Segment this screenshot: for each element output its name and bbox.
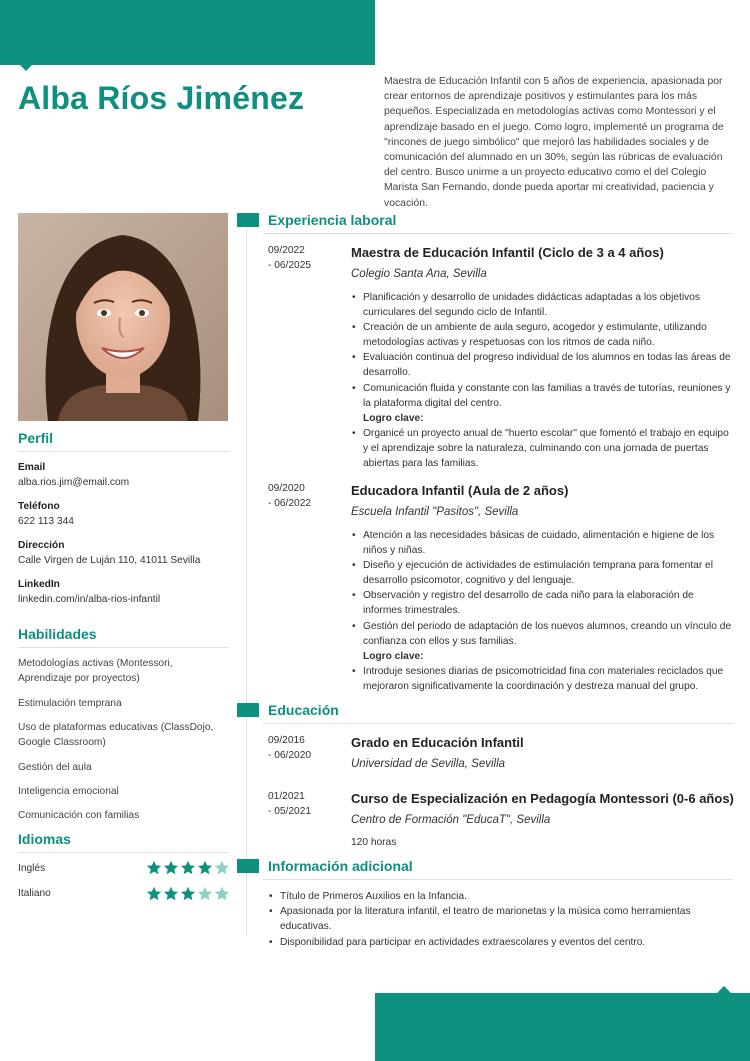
job-bullet: • Comunicación fluida y constante con las familias a través de tutorías, reuniones y la plataforma digital del centro. (351, 381, 733, 411)
language-rating (146, 860, 230, 876)
phone-label: Teléfono (18, 501, 60, 512)
education-institution: Universidad de Sevilla, Sevilla (351, 758, 506, 770)
key-achievement-label: Logro clave: (363, 412, 424, 424)
skills-rule (18, 647, 228, 648)
star-filled-icon (197, 860, 213, 876)
job-date-end: - 06/2025 (268, 260, 312, 271)
language-rating (146, 886, 230, 902)
header-accent-bar (0, 0, 375, 65)
star-filled-icon (180, 886, 196, 902)
additional-info-heading: Información adicional (268, 858, 413, 874)
job-date-start: 09/2020 (268, 483, 305, 494)
address-value: Calle Virgen de Luján 110, 41011 Sevilla (18, 555, 201, 566)
education-heading: Educación (268, 702, 339, 718)
additional-info-item: • Apasionada por la literatura infantil, el teatro de marionetas y la música como herramientas educativas. (268, 904, 733, 934)
star-filled-icon (163, 886, 179, 902)
linkedin-value[interactable]: linkedin.com/in/alba-rios-infantil (18, 594, 161, 605)
footer-accent-bar (375, 993, 750, 1061)
job-date-start: 09/2022 (268, 245, 305, 256)
star-filled-icon (180, 860, 196, 876)
experience-rule (263, 233, 732, 234)
additional-info-list (268, 889, 733, 950)
skill-item: Metodologías activas (Montessori, Aprendizaje por proyectos) (18, 658, 173, 684)
experience-heading: Experiencia laboral (268, 212, 397, 228)
address-label: Dirección (18, 540, 65, 551)
languages-heading: Idiomas (18, 831, 71, 847)
education-note: 120 horas (351, 837, 397, 848)
education-date (268, 733, 338, 763)
job-bullet: • Introduje sesiones diarias de psicomotricidad fina con materiales reciclados que mejoraron significativamente la coordinación y destreza manual del grupo. (351, 664, 733, 694)
job-date (268, 243, 338, 273)
star-filled-icon (163, 860, 179, 876)
education-date-end: - 05/2021 (268, 806, 312, 817)
profile-heading: Perfil (18, 430, 54, 446)
skills-heading: Habilidades (18, 626, 97, 642)
education-date (268, 789, 338, 819)
skill-item: Gestión del aula (18, 762, 92, 773)
job-bullet: • Organicé un proyecto anual de "huerto escolar" que fomentó el trabajo en equipo y el aprendizaje sobre la naturaleza, culminando con una jornada de puertas abiertas para las familias. (351, 426, 733, 471)
job-date (268, 481, 338, 511)
job-bullet: • Gestión del periodo de adaptación de los nuevos alumnos, creando un vínculo de confianza con ellos y sus familias. (351, 619, 733, 649)
star-empty-icon (197, 886, 213, 902)
footer-accent-notch (717, 986, 731, 993)
education-institution: Centro de Formación "EducaT", Sevilla (351, 814, 551, 826)
star-empty-icon (214, 886, 230, 902)
profile-photo (18, 213, 228, 421)
column-divider (246, 213, 247, 936)
additional-info-rule (263, 879, 732, 880)
summary-text: Maestra de Educación Infantil con 5 años de experiencia, apasionada por crear entornos de aprendizaje positivos y estimulantes para los más pequeños. Especializada en metodologías activas como Montessori y el aprendizaje basado en el juego. Como logro, implementé un programa de "rincones de juego simbólico" que mejoró las habilidades sociales y de comunicación del alumnado en un 30%, según las rúbricas de evaluación del centro. Busco unirme a un proyecto educativo como el del Colegio Marista San Fernando, donde pueda aportar mi creatividad, paciencia y vocación. (384, 76, 724, 209)
job-bullet: • Evaluación continua del progreso individual de los alumnos en todas las áreas de desarrollo. (351, 350, 733, 380)
star-empty-icon (214, 860, 230, 876)
phone-value[interactable]: 622 113 344 (18, 516, 74, 527)
education-rule (263, 723, 732, 724)
profile-rule (18, 451, 228, 452)
candidate-name: Alba Ríos Jiménez (18, 80, 305, 116)
job-bullet: • Observación y registro del desarrollo de cada niño para la elaboración de informes trimestrales. (351, 588, 733, 618)
language-name: Inglés (18, 863, 46, 874)
job-bullet: • Planificación y desarrollo de unidades didácticas adaptadas a los objetivos curriculares del segundo ciclo de Infantil. (351, 290, 733, 320)
linkedin-label: LinkedIn (18, 579, 60, 590)
key-achievement-label: Logro clave: (363, 650, 424, 662)
job-organization: Escuela Infantil "Pasitos", Sevilla (351, 506, 519, 518)
job-bullet: • Atención a las necesidades básicas de cuidado, alimentación e higiene de los niños y niñas. (351, 528, 733, 558)
section-flag-icon (237, 703, 259, 717)
education-title: Curso de Especialización en Pedagogía Montessori (0-6 años) (351, 791, 734, 806)
education-title: Grado en Educación Infantil (351, 735, 524, 750)
section-flag-icon (237, 859, 259, 873)
job-title: Maestra de Educación Infantil (Ciclo de 3 a 4 años) (351, 245, 664, 260)
skill-item: Inteligencia emocional (18, 786, 119, 797)
star-filled-icon (146, 860, 162, 876)
skill-item: Estimulación temprana (18, 698, 122, 709)
additional-info-item: • Título de Primeros Auxilios en la Infancia. (268, 889, 733, 904)
job-organization: Colegio Santa Ana, Sevilla (351, 268, 487, 280)
languages-rule (18, 852, 228, 853)
job-date-end: - 06/2022 (268, 498, 312, 509)
job-bullet: • Diseño y ejecución de actividades de estimulación temprana para fomentar el desarrollo psicomotor, cognitivo y del lenguaje. (351, 558, 733, 588)
education-date-start: 09/2016 (268, 735, 305, 746)
section-flag-icon (237, 213, 259, 227)
education-date-start: 01/2021 (268, 791, 305, 802)
additional-info-item: • Disponibilidad para participar en actividades extraescolares y eventos del centro. (268, 935, 733, 950)
job-bullet: • Creación de un ambiente de aula seguro, acogedor y estimulante, utilizando metodologías activas y respetuosas con los ritmos de cada niño. (351, 320, 733, 350)
header-accent-notch (19, 64, 33, 71)
skill-item: Comunicación con familias (18, 810, 140, 821)
job-title: Educadora Infantil (Aula de 2 años) (351, 483, 569, 498)
language-name: Italiano (18, 888, 51, 899)
education-date-end: - 06/2020 (268, 750, 312, 761)
email-label: Email (18, 462, 46, 473)
job-bullets (351, 290, 733, 471)
star-filled-icon (146, 886, 162, 902)
email-value[interactable]: alba.rios.jim@email.com (18, 477, 130, 488)
skill-item: Uso de plataformas educativas (ClassDojo, Google Classroom) (18, 722, 214, 748)
job-bullets (351, 528, 733, 694)
